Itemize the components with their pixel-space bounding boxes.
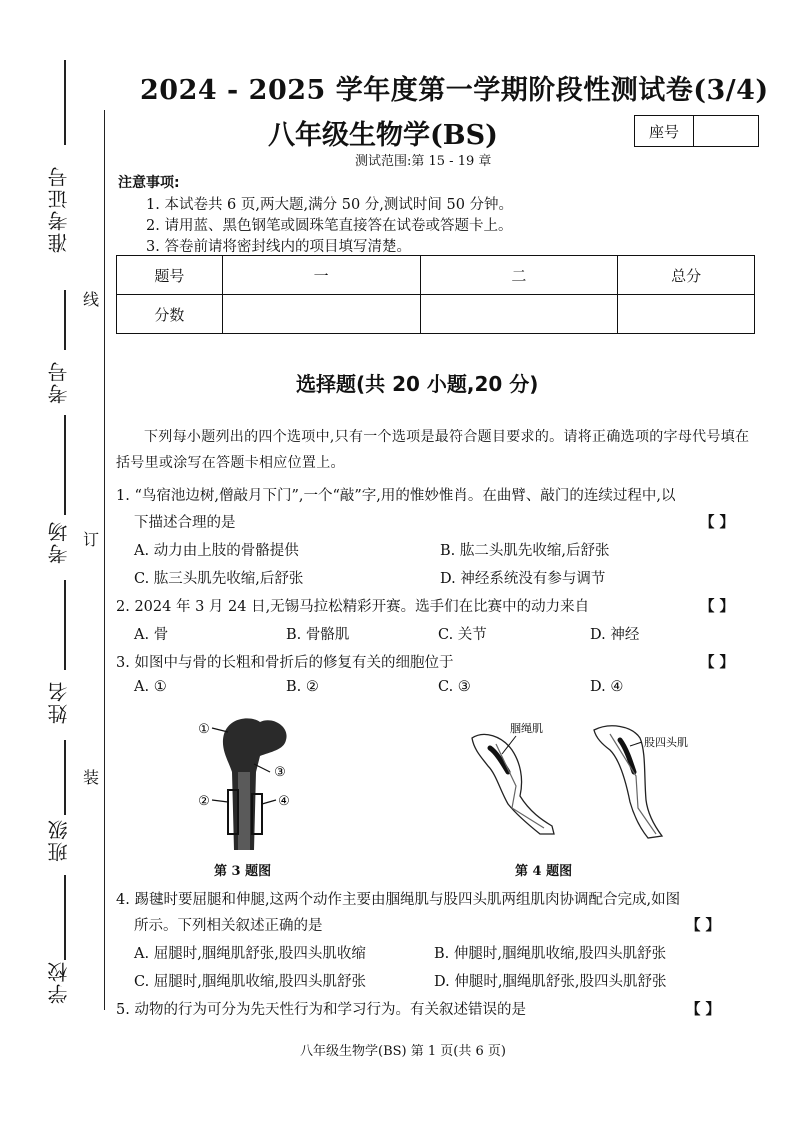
score-table-header: 题号 xyxy=(117,256,223,295)
option-d[interactable]: D. 神经系统没有参与调节 xyxy=(440,571,606,587)
answer-bracket[interactable]: 【 】 xyxy=(700,654,735,671)
question-5-stem: 5. 动物的行为可分为先天性行为和学习行为。有关叙述错误的是 xyxy=(116,1002,526,1018)
question-2-stem: 2. 2024 年 3 月 24 日,无锡马拉松精彩开赛。选手们在比赛中的动力来自 xyxy=(116,599,590,615)
option-b[interactable]: B. ② xyxy=(286,679,319,695)
answer-bracket[interactable]: 【 】 xyxy=(700,514,735,531)
exam-room-label: 考场 xyxy=(47,520,71,564)
figure-4-caption: 第 4 题图 xyxy=(515,864,573,879)
option-d[interactable]: D. 神经 xyxy=(590,627,640,643)
score-table-header: 二 xyxy=(420,256,618,295)
test-range: 测试范围:第 15 - 19 章 xyxy=(355,154,492,169)
score-table xyxy=(116,255,755,334)
option-a[interactable]: A. 屈腿时,腘绳肌舒张,股四头肌收缩 xyxy=(134,946,366,962)
score-row-label: 分数 xyxy=(117,295,223,334)
bone-marker-1: ① xyxy=(198,722,210,737)
option-b[interactable]: B. 伸腿时,腘绳肌收缩,股四头肌舒张 xyxy=(434,946,667,962)
question-1-stem-cont: 下描述合理的是 xyxy=(134,515,236,531)
note-item: 1. 本试卷共 6 页,两大题,满分 50 分,测试时间 50 分钟。 xyxy=(146,197,514,213)
seat-number-box[interactable] xyxy=(634,115,759,147)
bone-shape xyxy=(223,718,287,850)
bone-marker-3: ③ xyxy=(274,765,286,780)
figure-3-caption: 第 3 题图 xyxy=(214,864,272,879)
question-4-stem-cont: 所示。下列相关叙述正确的是 xyxy=(134,918,323,934)
option-c[interactable]: C. 屈腿时,腘绳肌收缩,股四头肌舒张 xyxy=(134,974,367,990)
class-label: 班级 xyxy=(47,818,71,862)
seal-line xyxy=(104,110,105,1010)
seat-number-label: 座号 xyxy=(635,116,694,146)
score-cell[interactable] xyxy=(420,295,618,334)
hamstring-label: 腘绳肌 xyxy=(510,722,543,735)
score-table-header: 总分 xyxy=(618,256,755,295)
school-label: 学校 xyxy=(47,960,71,1004)
bone-cavity xyxy=(238,772,250,850)
seal-mark-pack: 装 xyxy=(83,768,100,787)
seal-mark-line: 线 xyxy=(83,290,100,309)
score-cell[interactable] xyxy=(618,295,755,334)
note-item: 2. 请用蓝、黑色钢笔或圆珠笔直接答在试卷或答题卡上。 xyxy=(146,218,513,234)
seal-mark-bind: 订 xyxy=(83,530,100,549)
answer-bracket[interactable]: 【 】 xyxy=(686,917,721,934)
option-c[interactable]: C. 肱三头肌先收缩,后舒张 xyxy=(134,571,304,587)
exam-id-label: 准考证号 xyxy=(47,165,71,253)
option-a[interactable]: A. ① xyxy=(134,679,167,695)
option-b[interactable]: B. 肱二头肌先收缩,后舒张 xyxy=(440,543,610,559)
question-4-stem: 4. 踢毽时要屈腿和伸腿,这两个动作主要由腘绳肌与股四头肌两组肌肉协调配合完成,如图 xyxy=(116,892,681,908)
exam-title: 2024 - 2025 学年度第一学期阶段性测试卷(3/4) xyxy=(140,75,769,106)
question-3-stem: 3. 如图中与骨的长粗和骨折后的修复有关的细胞位于 xyxy=(116,655,454,671)
leg-figure xyxy=(460,716,710,844)
page-footer: 八年级生物学(BS) 第 1 页(共 6 页) xyxy=(300,1044,506,1059)
name-label: 姓名 xyxy=(47,680,71,724)
option-c[interactable]: C. ③ xyxy=(438,679,471,695)
bone-marker-2: ② xyxy=(198,794,210,809)
section-instruction: 下列每小题列出的四个选项中,只有一个选项是最符合题目要求的。请将正确选项的字母代号填在括号里或涂写在答题卡相应位置上。 xyxy=(116,429,750,471)
option-c[interactable]: C. 关节 xyxy=(438,627,487,643)
quadriceps-label: 股四头肌 xyxy=(644,736,688,749)
option-d[interactable]: D. 伸腿时,腘绳肌舒张,股四头肌舒张 xyxy=(434,974,667,990)
exam-subtitle: 八年级生物学(BS) xyxy=(268,120,498,151)
option-d[interactable]: D. ④ xyxy=(590,679,624,695)
note-item: 3. 答卷前请将密封线内的项目填写清楚。 xyxy=(146,239,411,255)
option-b[interactable]: B. 骨骼肌 xyxy=(286,627,350,643)
bone-figure xyxy=(190,712,310,852)
seat-number-field[interactable] xyxy=(694,116,758,146)
score-cell[interactable] xyxy=(222,295,420,334)
section-title: 选择题(共 20 小题,20 分) xyxy=(296,372,539,396)
score-table-header: 一 xyxy=(222,256,420,295)
question-1-stem: 1. “鸟宿池边树,僧敲月下门”,一个“敲”字,用的惟妙惟肖。在曲臂、敲门的连续过程中,以 xyxy=(116,488,676,504)
notes-heading: 注意事项: xyxy=(118,175,180,191)
answer-bracket[interactable]: 【 】 xyxy=(686,1001,721,1018)
bone-marker-4: ④ xyxy=(278,794,290,809)
answer-bracket[interactable]: 【 】 xyxy=(700,598,735,615)
exam-number-label: 考号 xyxy=(47,360,71,404)
option-a[interactable]: A. 动力由上肢的骨骼提供 xyxy=(134,543,299,559)
option-a[interactable]: A. 骨 xyxy=(134,627,169,643)
